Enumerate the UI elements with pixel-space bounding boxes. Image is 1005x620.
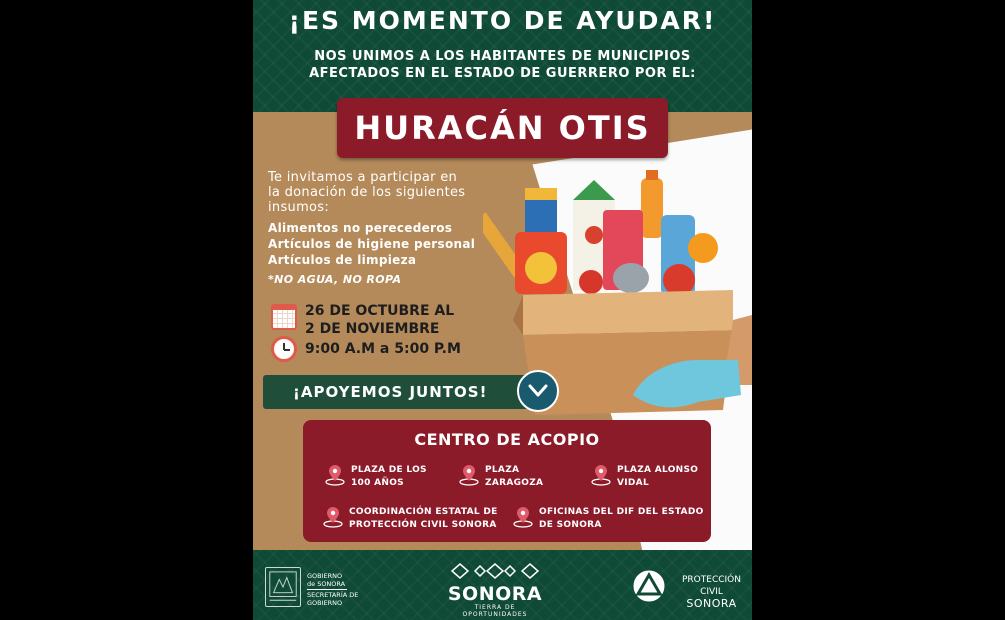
location-item (459, 464, 543, 490)
subheadline (273, 48, 732, 82)
clock-icon (271, 336, 297, 362)
location-item (513, 506, 704, 532)
sonora-tagline: TIERRA DE OPORTUNIDADES (462, 604, 528, 618)
location-line: VIDAL (617, 478, 649, 488)
supply-list (268, 220, 508, 286)
date-row (271, 302, 454, 338)
map-pin-icon (513, 506, 533, 528)
map-pin-icon (459, 464, 479, 486)
location-line: PLAZA ALONSO (617, 465, 699, 475)
gob-line: de SONORA (307, 580, 346, 588)
supply-item: Artículos de higiene personal (268, 237, 476, 251)
intro-text (268, 170, 508, 215)
sonora-wordmark: SONORA (447, 583, 543, 605)
location-line: PLAZA DE LOS (351, 465, 427, 475)
date-line: 2 DE NOVIEMBRE (305, 321, 440, 337)
scroll-down-button[interactable] (517, 370, 559, 412)
intro-line: Te invitamos a participar en (268, 170, 458, 185)
calendar-icon (271, 304, 297, 330)
gob-line: GOBIERNO (307, 599, 343, 607)
government-seal-icon (265, 567, 301, 607)
support-together-banner: ¡APOYEMOS JUNTOS! (263, 375, 541, 409)
pc-line: SONORA (686, 597, 737, 610)
intro-line: la donación de los siguientes (268, 185, 466, 200)
location-item (591, 464, 698, 490)
location-line: DE SONORA (539, 520, 602, 530)
gob-line: SECRETARÍA DE (307, 591, 359, 599)
map-pin-icon (323, 506, 343, 528)
time-range: 9:00 A.M a 5:00 P.M (305, 341, 461, 357)
subhead-line: AFECTADOS EN EL ESTADO DE GUERRERO POR EL: (309, 66, 696, 81)
supply-item: Alimentos no perecederos (268, 221, 453, 235)
hurricane-banner: HURACÁN OTIS (337, 98, 668, 158)
map-pin-icon (591, 464, 611, 486)
location-line: OFICINAS DEL DIF DEL ESTADO (539, 507, 704, 517)
location-line: ZARAGOZA (485, 478, 544, 488)
supply-item: Artículos de limpieza (268, 253, 417, 267)
poster (253, 0, 752, 620)
subhead-line: NOS UNIMOS A LOS HABITANTES DE MUNICIPIOS (314, 49, 691, 64)
location-line: PLAZA (485, 465, 520, 475)
date-range (305, 302, 454, 338)
headline: ¡ES MOMENTO DE AYUDAR! (288, 6, 717, 35)
location-line: PROTECCIÓN CIVIL SONORA (349, 520, 497, 530)
location-line: 100 AÑOS (351, 478, 404, 488)
location-line: COORDINACIÓN ESTATAL DE (349, 507, 498, 517)
chevron-down-icon (528, 384, 548, 398)
sonora-pattern-icon (450, 562, 540, 580)
divider (307, 589, 347, 590)
gob-line: GOBIERNO (307, 572, 343, 580)
date-line: 26 DE OCTUBRE AL (305, 303, 455, 319)
footer (253, 550, 752, 620)
sonora-logo (445, 562, 545, 618)
intro-line: insumos: (268, 200, 330, 215)
time-row (271, 336, 461, 362)
government-logo-text (307, 572, 358, 607)
supply-note: *NO AGUA, NO ROPA (268, 273, 402, 286)
collection-center-title: CENTRO DE ACOPIO (414, 430, 600, 449)
civil-protection-text (671, 574, 752, 610)
map-pin-icon (325, 464, 345, 486)
civil-protection-icon (631, 568, 667, 604)
collection-center-panel (303, 420, 711, 542)
pc-line: PROTECCIÓN CIVIL (682, 575, 741, 597)
location-item (325, 464, 427, 490)
location-item (323, 506, 498, 532)
